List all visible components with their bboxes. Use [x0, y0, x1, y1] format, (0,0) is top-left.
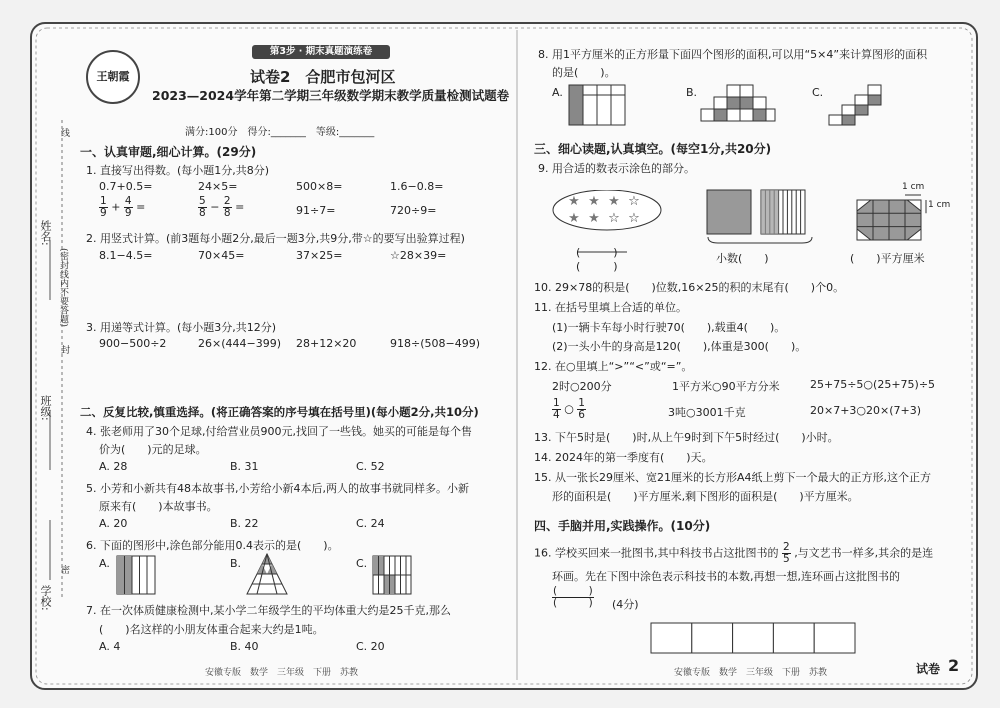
fraction: $\frac{2}{8}$ [223, 195, 231, 219]
q8-option-b: B. [686, 86, 698, 99]
svg-text:★: ★ [588, 194, 600, 209]
svg-text:☆: ☆ [608, 211, 620, 226]
q2-item-3: 37×25= [296, 249, 343, 262]
svg-text:★: ★ [588, 211, 600, 226]
q7-text-2: ( )名这样的小朋友体重合起来大约是1吨。 [99, 623, 324, 636]
q12-text: 12. 在○里填上“>”“<”或“=”。 [534, 360, 693, 373]
footer-left: 安徽专版 数学 三年级 下册 苏教 [205, 668, 359, 678]
fraction: $\frac{1}{6}$ [578, 397, 585, 421]
fraction: $\frac{5}{8}$ [199, 195, 206, 219]
q2-item-2: 70×45= [198, 249, 245, 262]
section-3-title: 三、细心读题,认真填空。(每空1分,共20分) [534, 142, 772, 156]
seal-dashed-line [55, 120, 69, 600]
q16-book-boxes[interactable] [650, 622, 856, 654]
q12-item-5: 3吨○3001千克 [668, 406, 746, 419]
fraction: $\frac{2}{5}$ [783, 541, 790, 565]
column-divider [516, 30, 518, 680]
q3-text: 3. 用递等式计算。(每小题3分,共12分) [86, 321, 277, 334]
seal-warning: (密封线内不要答题) [58, 248, 68, 328]
q12-item-3: 25+75÷5○(25+75)÷5 [810, 378, 936, 391]
q9-cm-top: 1 cm [902, 182, 925, 192]
q7-option-c: C. 20 [356, 640, 385, 653]
q12-item-2: 1平方米○90平方分米 [672, 380, 780, 393]
q3-item-4: 918÷(508−499) [390, 337, 481, 350]
q3-item-1: 900−500÷2 [99, 337, 167, 350]
section-1-title: 一、认真审题,细心计算。(29分) [80, 145, 257, 159]
q5-text-2: 原来有( )本故事书。 [99, 500, 218, 513]
seal-mark-close: 密 [59, 565, 69, 574]
q6-option-c: C. [356, 557, 368, 570]
q11-part-1: (1)一辆卡车每小时行驶70( ),载重4( )。 [552, 321, 786, 334]
q13-text: 13. 下午5时是( )时,从上午9时到下午5时经过( )小时。 [534, 431, 839, 444]
exam-subtitle: 2023—2024学年第二学期三年级数学期末教学质量检测试题卷 [152, 88, 510, 103]
q4-text-1: 4. 张老师用了30个足球,付给营业员900元,找回了一些钱。她买的可能是每个售 [86, 425, 472, 438]
q1-item-6: $\frac{5}{8}$ − $\frac{2}{8}$ = [199, 195, 245, 219]
q5-option-c: C. 24 [356, 517, 385, 530]
svg-text:☆: ☆ [628, 194, 640, 209]
q16-score: (4分) [612, 598, 639, 611]
q12-item-4: $\frac{1}{4}$ ○ $\frac{1}{6}$ [553, 397, 585, 421]
step-badge: 第3步 · 期末真题演练卷 [252, 45, 390, 59]
q8-figure-b [700, 84, 776, 124]
svg-text:★: ★ [568, 211, 580, 226]
q5-text-1: 5. 小芳和小新共有48本故事书,小芳给小新4本后,两人的故事书就同样多。小新 [86, 482, 469, 495]
q7-option-a: A. 4 [99, 640, 121, 653]
q6-figure-c [372, 555, 412, 595]
q1-item-8: 720÷9= [390, 204, 437, 217]
q5-option-b: B. 22 [230, 517, 259, 530]
q12-item-1: 2时○200分 [552, 380, 612, 393]
fraction: $\frac{4}{9}$ [124, 195, 132, 219]
page-label: 试卷 [916, 662, 941, 676]
school-label: 学校: [39, 585, 52, 611]
q7-option-b: B. 40 [230, 640, 259, 653]
q15-text-1: 15. 从一张长29厘米、宽21厘米的长方形A4纸上剪下一个最大的正方形,这个正方 [534, 471, 932, 484]
q4-text-2: 价为( )元的足球。 [99, 443, 207, 456]
q16-text-2: 环画。先在下图中涂色表示科技书的本数,再想一想,连环画占这批图书的 [552, 570, 900, 583]
q2-text: 2. 用竖式计算。(前3题每小题2分,最后一题3分,共9分,带☆的要写出验算过程) [86, 232, 465, 245]
q1-item-3: 500×8= [296, 180, 343, 193]
q11-part-2: (2)一头小牛的身高是120( ),体重是300( )。 [552, 340, 807, 353]
q11-text: 11. 在括号里填上合适的单位。 [534, 301, 687, 314]
q1-item-4: 1.6−0.8= [390, 180, 444, 193]
logo: 王朝霞 [86, 50, 140, 104]
section-4-title: 四、手脑并用,实践操作。(10分) [534, 519, 711, 533]
svg-text:★: ★ [608, 194, 620, 209]
section-2-title: 二、反复比较,慎重选择。(将正确答案的序号填在括号里)(每小题2分,共10分) [80, 405, 479, 419]
fraction: $\frac{1}{4}$ [553, 397, 560, 421]
q9-text: 9. 用合适的数表示涂色的部分。 [538, 162, 695, 175]
q7-text-1: 7. 在一次体质健康检测中,某小学二年级学生的平均体重大约是25千克,那么 [86, 604, 451, 617]
svg-text:☆: ☆ [628, 211, 640, 226]
q1-text: 1. 直接写出得数。(每小题1分,共8分) [86, 164, 270, 177]
seal-mark-line: 线 [59, 128, 69, 137]
q9-figure-grid [856, 190, 936, 246]
q9a-blank-bottom: ( ) [576, 260, 618, 273]
q9c-label: ( )平方厘米 [850, 252, 925, 265]
q8-figure-a [568, 84, 640, 126]
q6-figure-a [116, 555, 156, 595]
name-label: 姓名: [39, 220, 52, 246]
q5-option-a: A. 20 [99, 517, 128, 530]
q8-option-c: C. [812, 86, 824, 99]
q1-item-5: $\frac{1}{9}$ + $\frac{4}{9}$ = [100, 195, 146, 219]
q9-figure-squares [706, 189, 814, 245]
exam-title: 试卷2 合肥市包河区 [250, 68, 396, 86]
q8-figure-c [828, 84, 884, 128]
q16-text-1: 16. 学校买回来一批图书,其中科技书占这批图书的 $\frac{2}{5}$ ,与文艺书一样多,其余的是连 [534, 541, 934, 565]
fraction: $\frac{1}{9}$ [100, 195, 107, 219]
q6-option-b: B. [230, 557, 242, 570]
q1-item-2: 24×5= [198, 180, 238, 193]
q4-option-b: B. 31 [230, 460, 259, 473]
q6-text: 6. 下面的图形中,涂色部分能用0.4表示的是( )。 [86, 539, 339, 552]
q8-option-a: A. [552, 86, 563, 99]
q2-item-1: 8.1−4.5= [99, 249, 153, 262]
q4-option-a: A. 28 [99, 460, 128, 473]
footer-right: 安徽专版 数学 三年级 下册 苏教 [674, 668, 828, 678]
q2-item-4: ☆28×39= [390, 249, 447, 262]
q8-text-2: 的是( )。 [552, 66, 616, 79]
q6-option-a: A. [99, 557, 110, 570]
q8-text-1: 8. 用1平方厘米的正方形量下面四个图形的面积,可以用“5×4”来计算图形的面积 [538, 48, 928, 61]
page-number: 2 [948, 656, 960, 675]
q9-cm-right: 1 cm [928, 200, 951, 210]
q12-item-6: 20×7+3○20×(7+3) [810, 404, 922, 417]
q6-figure-b [246, 553, 288, 595]
q3-item-2: 26×(444−399) [198, 337, 282, 350]
name-underlines [45, 240, 55, 580]
fraction-blank: $\frac{( )}{( )}$ [553, 585, 593, 609]
q10-text: 10. 29×78的积是( )位数,16×25的积的末尾有( )个0。 [534, 281, 845, 294]
q3-item-3: 28+12×20 [296, 337, 357, 350]
q15-text-2: 形的面积是( )平方厘米,剩下图形的面积是( )平方厘米。 [552, 490, 859, 503]
q1-item-7: 91÷7= [296, 204, 336, 217]
q9b-label: 小数( ) [716, 252, 769, 265]
q9a-blank-top: ( ) [576, 246, 618, 259]
class-label: 班级: [39, 395, 52, 421]
q4-option-c: C. 52 [356, 460, 385, 473]
q16-blank [552, 586, 594, 609]
score-line: 满分:100分 得分:_______ 等级:_______ [185, 127, 375, 138]
q14-text: 14. 2024年的第一季度有( )天。 [534, 451, 713, 464]
seal-mark-seal: 封 [59, 345, 69, 354]
svg-text:★: ★ [568, 194, 580, 209]
q1-item-1: 0.7+0.5= [99, 180, 153, 193]
